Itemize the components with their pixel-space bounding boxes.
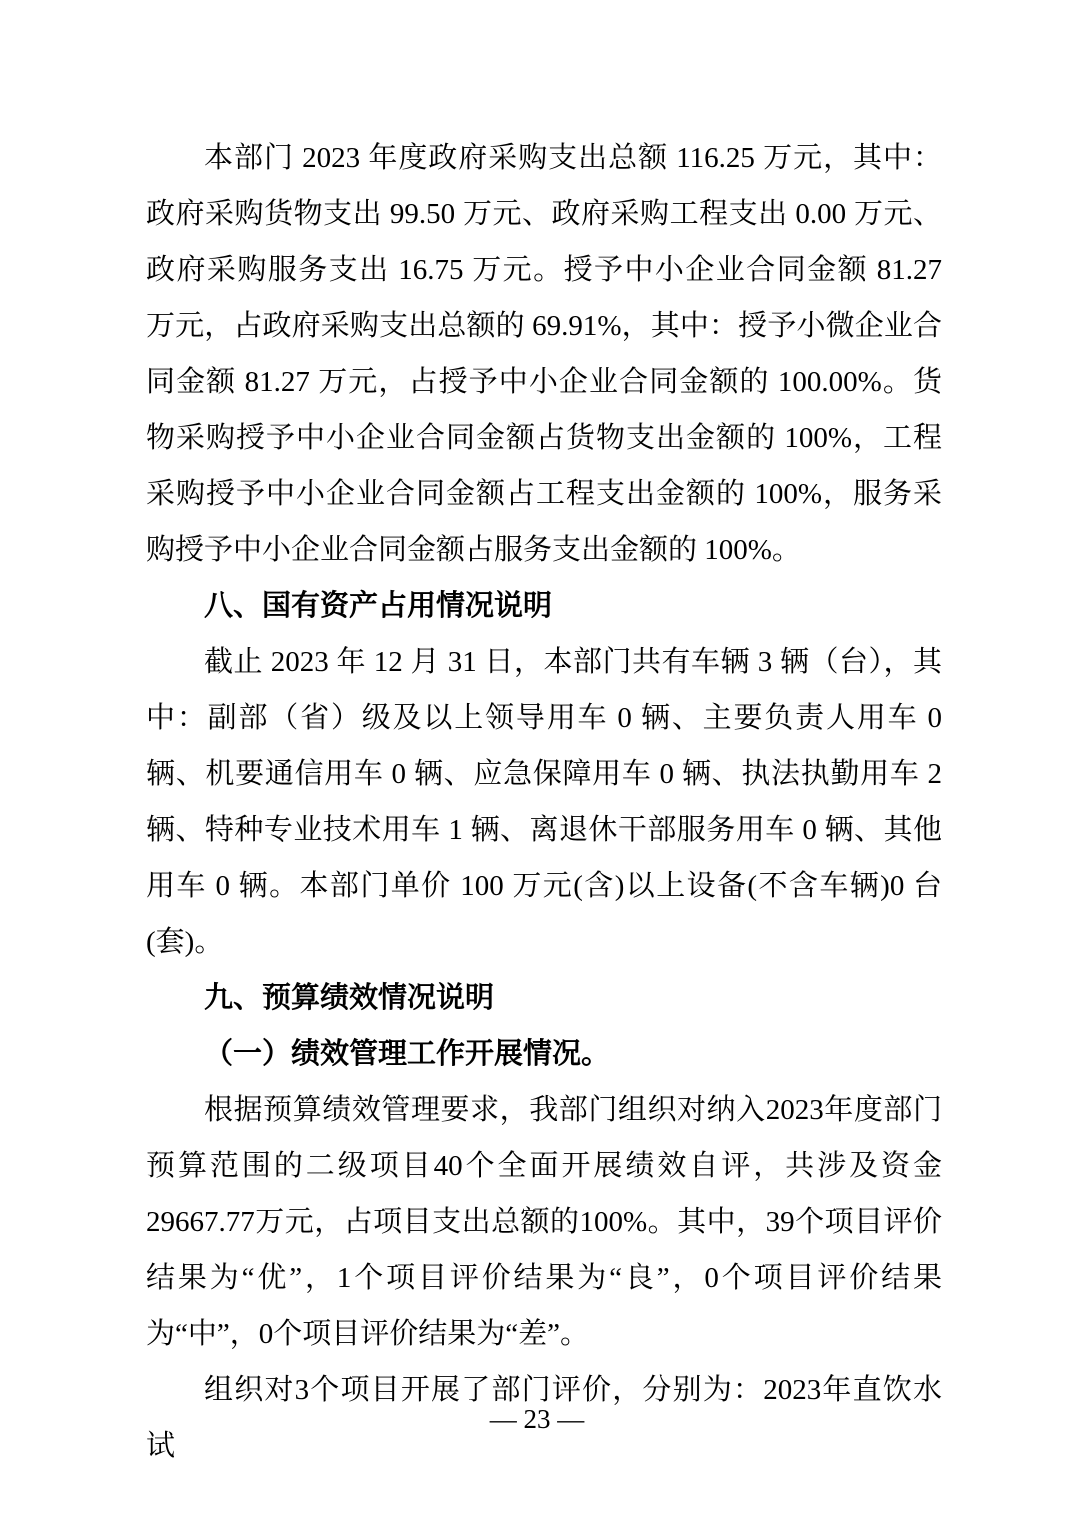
page-number: — 23 — bbox=[489, 1404, 585, 1434]
paragraph-performance-self-evaluation: 根据预算绩效管理要求，我部门组织对纳入2023年度部门预算范围的二级项目40个全面开展绩效自评，共涉及资金29667.77万元，占项目支出总额的100%。其中，39个项目评价结果为“优”，1个项目评价结果为“良”，0个项目评价结果为“中”，0个项目评价结果为“差”。 bbox=[146, 1094, 942, 1350]
page-footer bbox=[0, 1404, 1074, 1435]
subheading-performance-management-work: （一）绩效管理工作开展情况。 bbox=[204, 1038, 611, 1070]
paragraph-department-evaluation: 组织对3个项目开展了部门评价，分别为：2023年直饮水试 bbox=[146, 1374, 942, 1462]
document-body bbox=[146, 130, 942, 1474]
paragraph-government-procurement: 本部门 2023 年度政府采购支出总额 116.25 万元，其中：政府采购货物支出 99.50 万元、政府采购工程支出 0.00 万元、政府采购服务支出 16.75 万元。授予中小企业合同金额 81.27 万元，占政府采购支出总额的 69.91%，其中：授予小微企业合同金额 81.27 万元，占授予中小企业合同金额的 100.00%。货物采购授予中小企业合同金额占货物支出金额的 100%，工程采购授予中小企业合同金额占工程支出金额的 100%，服务采购授予中小企业合同金额占服务支出金额的 100%。 bbox=[146, 142, 942, 566]
heading-section-nine-budget-performance: 九、预算绩效情况说明 bbox=[204, 982, 495, 1014]
paragraph-state-assets-vehicles: 截止 2023 年 12 月 31 日，本部门共有车辆 3 辆（台），其中：副部（省）级及以上领导用车 0 辆、主要负责人用车 0 辆、机要通信用车 0 辆、应急保障用车 0 辆、执法执勤用车 2 辆、特种专业技术用车 1 辆、离退休干部服务用车 0 辆、其他用车 0 辆。本部门单价 100 万元(含)以上设备(不含车辆)0 台(套)。 bbox=[146, 646, 942, 958]
heading-section-eight-state-assets: 八、国有资产占用情况说明 bbox=[204, 590, 553, 622]
